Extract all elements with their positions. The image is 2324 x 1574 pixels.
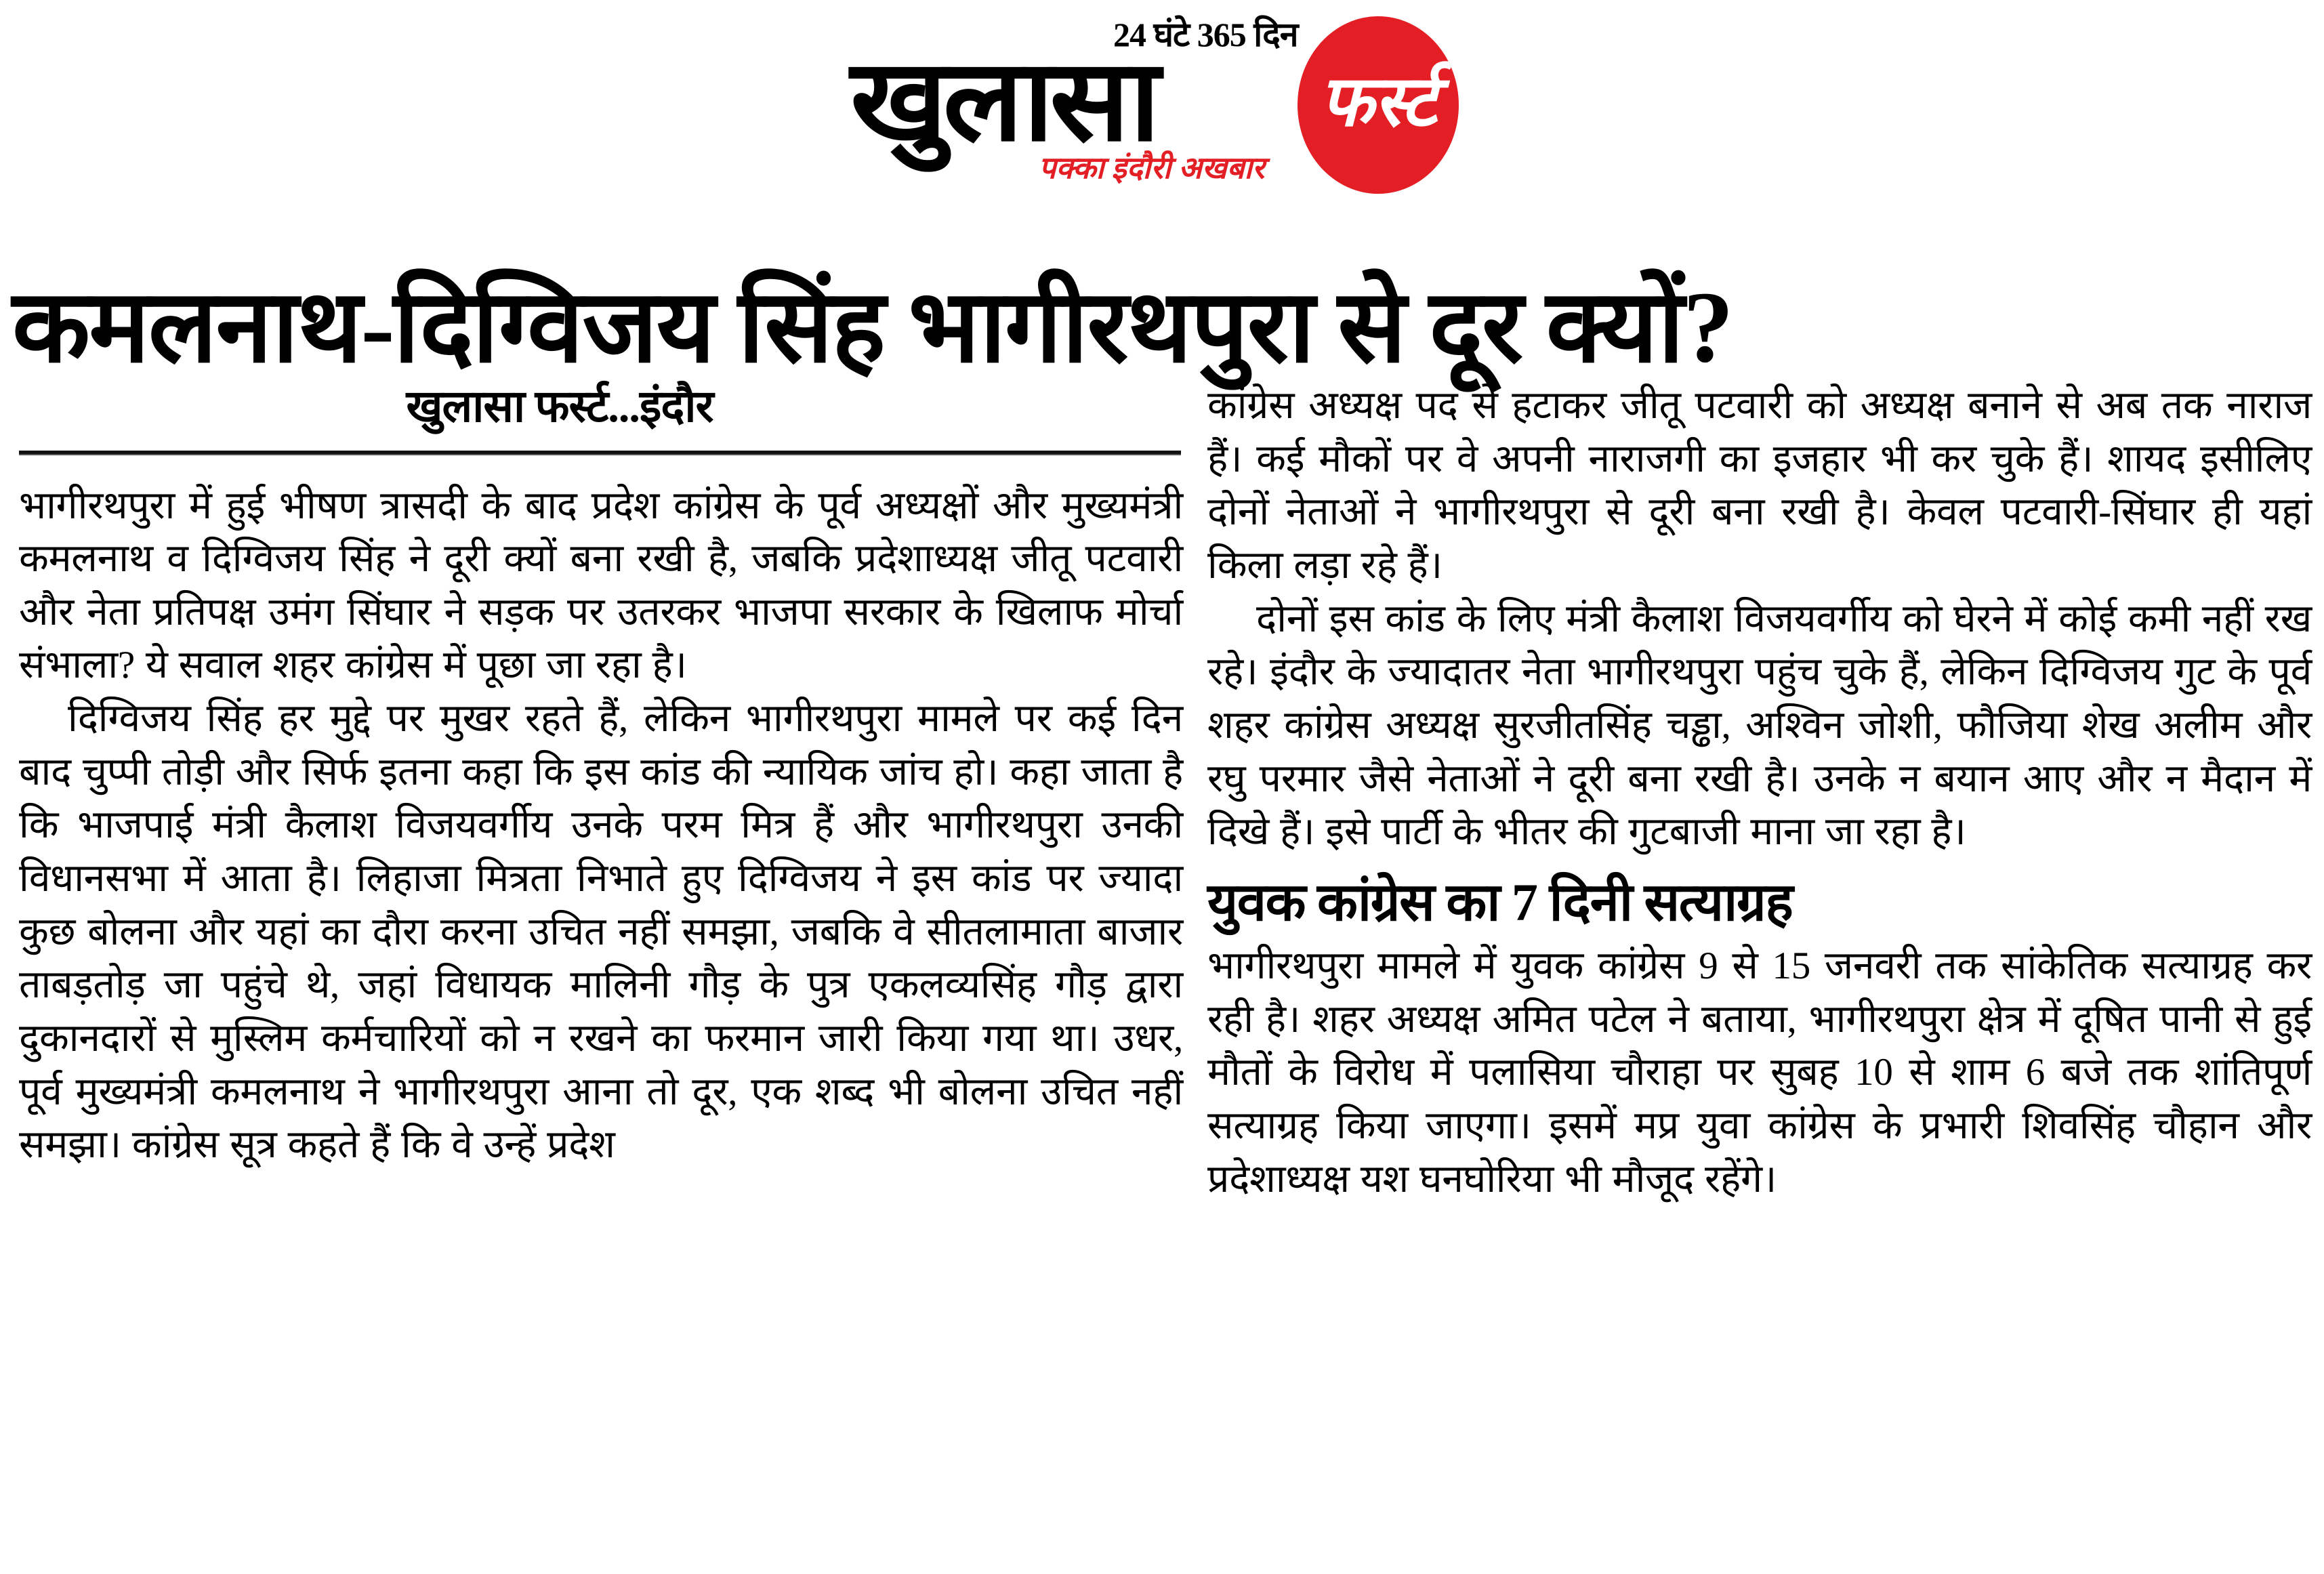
clip-bottom-edge bbox=[0, 1570, 2324, 1574]
masthead bbox=[0, 0, 2324, 195]
masthead-wordmark: खुलासा bbox=[850, 39, 1157, 165]
masthead-tagline: पक्का इंदौरी अखबार bbox=[1039, 151, 1265, 185]
article-paragraph: भागीरथपुरा मामले में युवक कांग्रेस 9 से 15 जनवरी तक सांकेतिक सत्याग्रह कर रही है। शहर अध्यक्ष अमित पटेल ने बताया, भागीरथपुरा क्षेत्र में दूषित पानी से हुई मौतों के विरोध में पलासिया चौराहा पर सुबह 10 से शाम 6 बजे तक शांतिपूर्ण सत्याग्रह किया जाएगा। इसमें मप्र युवा कांग्रेस के प्रभारी शिवसिंह चौहान और प्रदेशाध्यक्ष यश घनघोरिया भी मौजूद रहेंगे। bbox=[1207, 945, 2312, 1201]
byline: खुलासा फर्स्ट...इंदौर bbox=[406, 382, 713, 432]
masthead-kicker: 24 घंटे 365 दिन bbox=[1113, 16, 1298, 54]
section-subheading: युवक कांग्रेस का 7 दिनी सत्याग्रह bbox=[1207, 872, 1793, 932]
article-column-left bbox=[19, 379, 1183, 1172]
article-paragraph: दिग्विजय सिंह हर मुद्दे पर मुखर रहते हैं, लेकिन भागीरथपुरा मामले पर कई दिन बाद चुप्पी तोड़ी और सिर्फ इतना कहा कि इस कांड की न्यायिक जांच हो। कहा जाता है कि भाजपाई मंत्री कैलाश विजयवर्गीय उनके परम मित्र हैं और भागीरथपुरा उनकी विधानसभा में आता है। लिहाजा मित्रता निभाते हुए दिग्विजय ने इस कांड पर ज्यादा कुछ बोलना और यहां का दौरा करना उचित नहीं समझा, जबकि वे सीतलामाता बाजार ताबड़तोड़ जा पहुंचे थे, जहां विधायक मालिनी गौड़ के पुत्र एकलव्यसिंह गौड़ द्वारा दुकानदारों से मुस्लिम कर्मचारियों को न रखने का फरमान जारी किया गया था। उधर, पूर्व मुख्यमंत्री कमलनाथ ने भागीरथपुरा आना तो दूर, एक शब्द भी बोलना उचित नहीं समझा। कांग्रेस सूत्र कहते हैं कि वे उन्हें प्रदेश bbox=[19, 697, 1184, 1167]
article-paragraph: दोनों इस कांड के लिए मंत्री कैलाश विजयवर्गीय को घेरने में कोई कमी नहीं रख रहे। इंदौर के ज्यादातर नेता भागीरथपुरा पहुंच चुके हैं, लेकिन दिग्विजय गुट के पूर्व शहर कांग्रेस अध्यक्ष सुरजीतसिंह चड्ढा, अश्विन जोशी, फौजिया शेख अलीम और रघु परमार जैसे नेताओं ने दूरी बना रखी है। उनके न बयान आए और न मैदान में दिखे हैं। इसे पार्टी के भीतर की गुटबाजी माना जा रहा है। bbox=[1207, 597, 2312, 854]
page-title: कमलनाथ-दिग्विजय सिंह भागीरथपुरा से दूर क्यों? bbox=[12, 270, 1732, 384]
article-paragraph: भागीरथपुरा में हुई भीषण त्रासदी के बाद प्रदेश कांग्रेस के पूर्व अध्यक्षों और मुख्यमंत्री कमलनाथ व दिग्विजय सिंह ने दूरी क्यों बना रखी है, जबकि प्रदेशाध्यक्ष जीतू पटवारी और नेता प्रतिपक्ष उमंग सिंघार ने सड़क पर उतरकर भाजपा सरकार के खिलाफ मोर्चा संभाला? ये सवाल शहर कांग्रेस में पूछा जा रहा है। bbox=[19, 484, 1183, 687]
brand-badge-label: फर्स्ट bbox=[1319, 63, 1437, 141]
masthead-logo-group bbox=[850, 5, 1501, 195]
article-paragraph: कांग्रेस अध्यक्ष पद से हटाकर जीतू पटवारी को अध्यक्ष बनाने से अब तक नाराज हैं। कई मौकों पर वे अपनी नाराजगी का इजहार भी कर चुके हैं। शायद इसीलिए दोनों नेताओं ने भागीरथपुरा से दूरी बना रखी है। केवल पटवारी-सिंघार ही यहां किला लड़ा रहे हैं। bbox=[1207, 384, 2312, 587]
brand-badge-circle-icon bbox=[1298, 16, 1459, 194]
byline-divider bbox=[19, 451, 1181, 455]
article-column-right bbox=[1207, 379, 2312, 1206]
